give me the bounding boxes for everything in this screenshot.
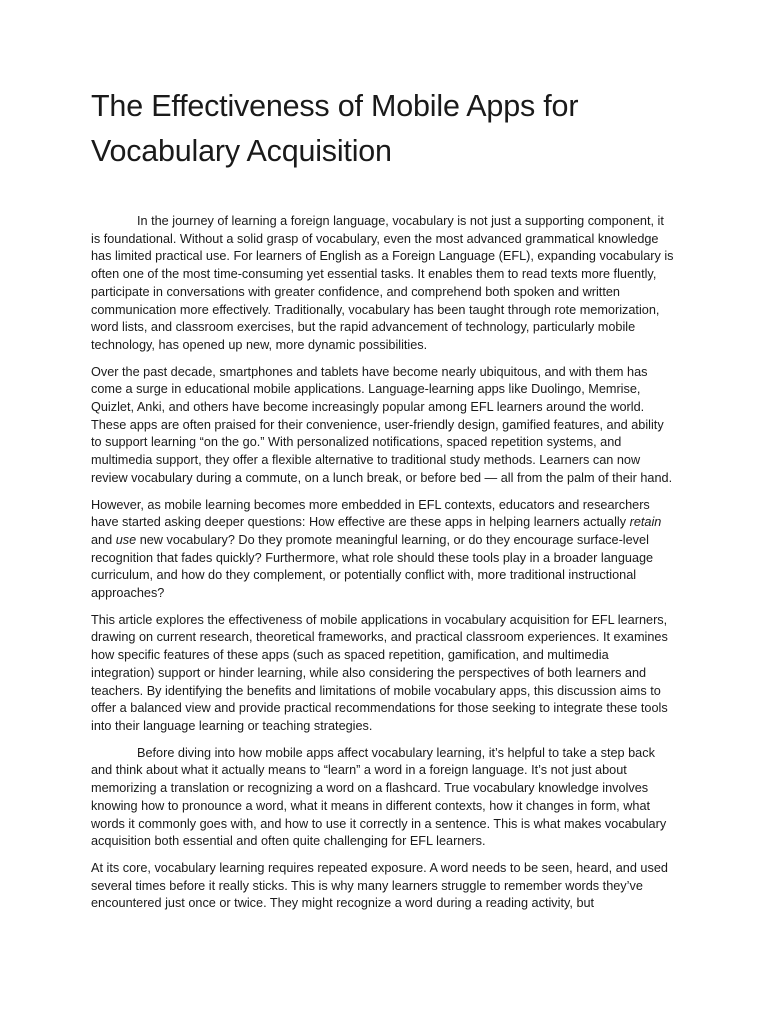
paragraph-3-text-b: and [91, 532, 116, 547]
document-body [91, 213, 675, 922]
paragraph-3-text-a: However, as mobile learning becomes more embedded in EFL contexts, educators and researchers have started asking deeper questions: How effective are these apps in helping learners actually [91, 497, 650, 530]
document-title: The Effectiveness of Mobile Apps for Vocabulary Acquisition [91, 89, 579, 168]
paragraph-3-text-c: new vocabulary? Do they promote meaningful learning, or do they encourage surface-level recognition that fades quickly? Furthermore, what role should these tools play in a broader language curriculum, and how do they complement, or potentially conflict with, more traditional instructional approaches? [91, 532, 654, 601]
paragraph-5: Before diving into how mobile apps affect vocabulary learning, it’s helpful to take a step back and think about what it actually means to “learn” a word in a foreign language. It’s not just about memorizing a translation or recognizing a word on a flashcard. True vocabulary knowledge involves knowing how to pronounce a word, what it means in different contexts, how it changes in form, what words it commonly goes with, and how to use it correctly in a sentence. This is what makes vocabulary acquisition both essential and often quite challenging for EFL learners. [91, 745, 667, 849]
paragraph-3-italic-use: use [115, 532, 137, 547]
paragraph-1: In the journey of learning a foreign language, vocabulary is not just a supporting component, it is foundational. Without a solid grasp of vocabulary, even the most advanced grammatical knowledge has limited practical use. For learners of English as a Foreign Language (EFL), expanding vocabulary is often one of the most time-consuming yet essential tasks. It enables them to read texts more fluently, participate in conversations with greater confidence, and comprehend both spoken and written communication more effectively. Traditionally, vocabulary has been taught through rote memorization, word lists, and classroom exercises, but the rapid advancement of technology, particularly mobile technology, has opened up new, more dynamic possibilities. [91, 214, 674, 352]
paragraph-3 [91, 497, 675, 603]
paragraph-4: This article explores the effectiveness of mobile applications in vocabulary acquisition for EFL learners, drawing on current research, theoretical frameworks, and practical classroom experiences. It examines how specific features of these apps (such as spaced repetition, gamification, and multimedia integration) support or hinder learning, while also considering the perspectives of both learners and teachers. By identifying the benefits and limitations of mobile vocabulary apps, this discussion aims to offer a balanced view and provide practical recommendations for those seeking to integrate these tools into their language learning or teaching strategies. [91, 612, 668, 733]
paragraph-2: Over the past decade, smartphones and tablets have become nearly ubiquitous, and with them has come a surge in educational mobile applications. Language-learning apps like Duolingo, Memrise, Quizlet, Anki, and others have become increasingly popular among EFL learners around the world. These apps are often praised for their convenience, user-friendly design, gamified features, and ability to support learning “on the go.” With personalized notifications, spaced repetition systems, and multimedia support, they offer a flexible alternative to traditional study methods. Learners can now review vocabulary during a commute, on a lunch break, or before bed — all from the palm of their hand. [91, 364, 673, 485]
paragraph-6: At its core, vocabulary learning requires repeated exposure. A word needs to be seen, heard, and used several times before it really sticks. This is why many learners struggle to remember words they’ve encountered just once or twice. They might recognize a word during a reading activity, but [91, 860, 668, 911]
paragraph-3-italic-retain: retain [629, 515, 662, 530]
